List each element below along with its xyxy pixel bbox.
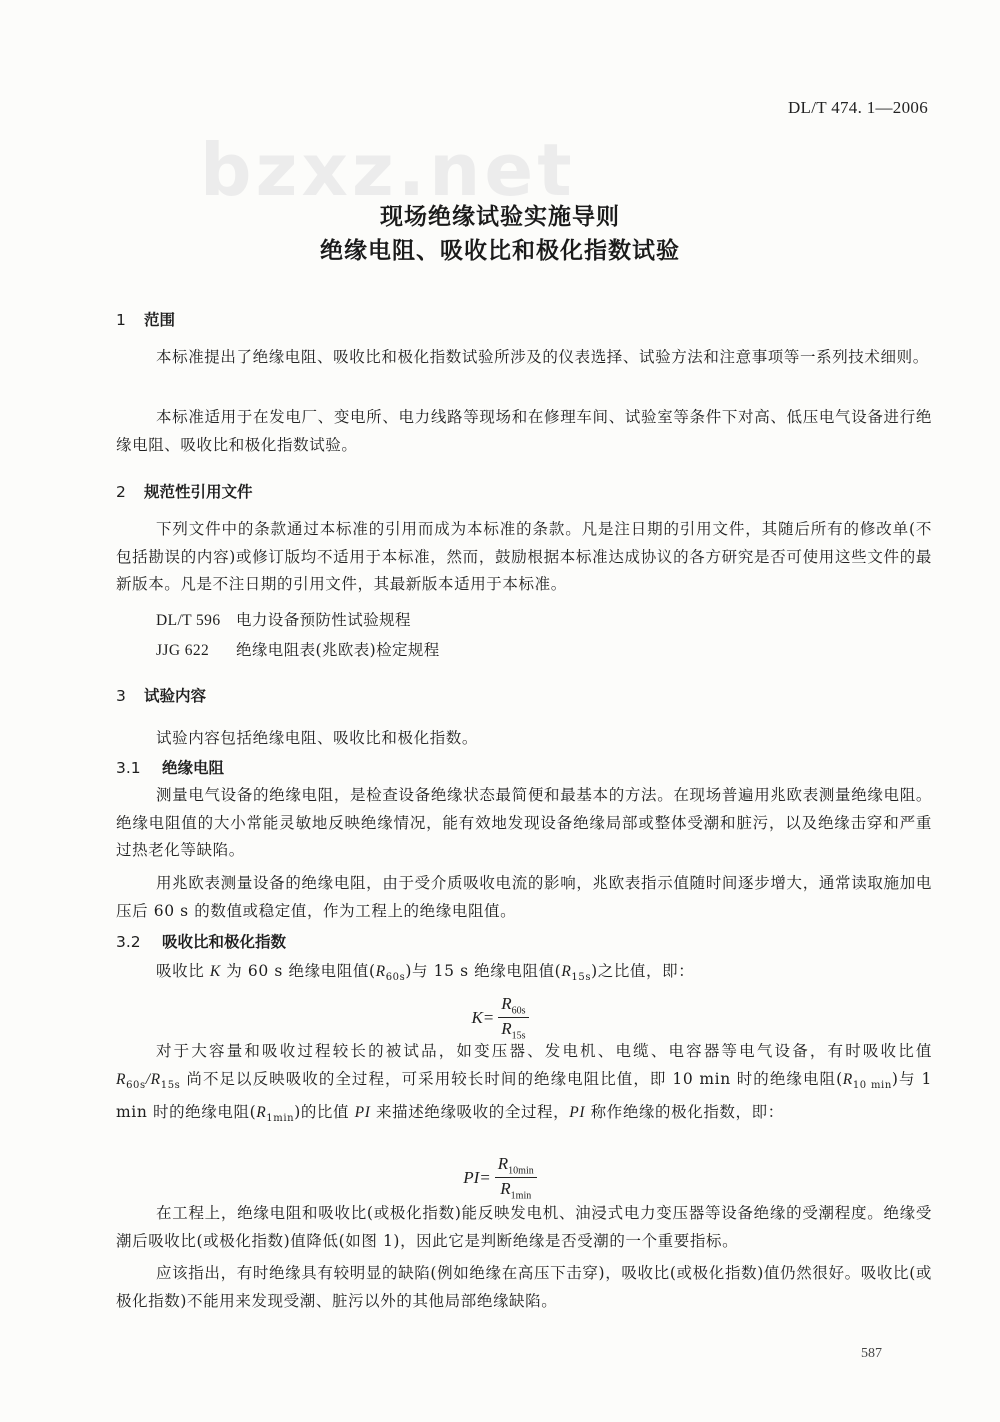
section-number: 2	[116, 483, 126, 501]
section-1-heading	[116, 308, 175, 330]
section-number: 3	[116, 687, 126, 705]
watermark: bzxz.net	[200, 128, 576, 212]
formula-lhs: K=	[471, 1007, 495, 1027]
fraction	[495, 1154, 537, 1202]
paragraph: 试验内容包括绝缘电阻、吸收比和极化指数。	[156, 729, 479, 747]
subsection-number: 3.1	[116, 759, 141, 777]
subsection-title: 绝缘电阻	[162, 759, 225, 777]
formula-polarization-index	[0, 1154, 1000, 1202]
section-number: 1	[116, 311, 126, 329]
fraction	[498, 994, 528, 1042]
subsection-title: 吸收比和极化指数	[162, 933, 287, 951]
paragraph: 用兆欧表测量设备的绝缘电阻，由于受介质吸收电流的影响，兆欧表指示值随时间逐步增大，通常读取施加电压后 60 s 的数值或稳定值，作为工程上的绝缘电阻值。	[116, 874, 932, 920]
subsection-3-2-heading	[116, 930, 286, 952]
reference-item	[156, 638, 440, 660]
reference-item	[156, 608, 411, 630]
numerator: $R_{10min}$	[495, 1154, 537, 1178]
paragraph: 应该指出，有时绝缘具有较明显的缺陷(例如绝缘在高压下击穿)，吸收比(或极化指数)值仍然很好。吸收比(或极化指数)不能用来发现受潮、脏污以外的其他局部绝缘缺陷。	[116, 1264, 932, 1310]
formula-absorption-ratio	[0, 994, 1000, 1042]
paragraph: 对于大容量和吸收过程较长的被试品，如变压器、发电机、电缆、电容器等电气设备，有时吸收比值 $R_{60s}/R_{15s}$ 尚不足以反映吸收的全过程，可采用较长时间的绝缘电阻比值，即 10 min 时的绝缘电阻$(R_{10 min})$与 1 min 时的绝缘电阻$(R_{1min})$的比值 PI 来描述绝缘吸收的全过程，PI 称作绝缘的极化指数，即：	[116, 1042, 933, 1125]
title-line-2: 绝缘电阻、吸收比和极化指数试验	[320, 238, 680, 264]
reference-title: 电力设备预防性试验规程	[236, 611, 411, 629]
section-title: 试验内容	[144, 687, 207, 705]
standard-code: DL/T 474. 1—2006	[787, 98, 928, 117]
subsection-number: 3.2	[116, 933, 141, 951]
title-line-1: 现场绝缘试验实施导则	[380, 204, 620, 230]
reference-code: DL/T 596	[156, 612, 221, 629]
section-title: 范围	[144, 311, 176, 329]
numerator: $R_{60s}$	[498, 994, 528, 1018]
symbol-k: K	[209, 963, 221, 980]
section-title: 规范性引用文件	[144, 483, 253, 501]
reference-code: JJG 622	[156, 642, 210, 659]
paragraph: 测量电气设备的绝缘电阻，是检查设备绝缘状态最简便和最基本的方法。在现场普遍用兆欧表测量绝缘电阻。绝缘电阻值的大小常能灵敏地反映绝缘情况，能有效地发现设备绝缘局部或整体受潮和脏污，以及绝缘击穿和严重过热老化等缺陷。	[116, 786, 932, 859]
denominator: $R_{1min}$	[500, 1179, 532, 1202]
denominator: $R_{15s}$	[501, 1019, 526, 1042]
paragraph: 本标准提出了绝缘电阻、吸收比和极化指数试验所涉及的仪表选择、试验方法和注意事项等一系列技术细则。	[156, 348, 929, 366]
section-3-heading	[116, 684, 206, 706]
section-2-heading	[116, 480, 253, 502]
paragraph: 下列文件中的条款通过本标准的引用而成为本标准的条款。凡是注日期的引用文件，其随后所有的修改单(不包括勘误的内容)或修订版均不适用于本标准，然而，鼓励根据本标准达成协议的各方研究是否可使用这些文件的最新版本。凡是不注日期的引用文件，其最新版本适用于本标准。	[116, 520, 932, 593]
reference-title: 绝缘电阻表(兆欧表)检定规程	[236, 641, 440, 659]
formula-lhs: PI=	[463, 1167, 491, 1187]
paragraph: 本标准适用于在发电厂、变电所、电力线路等现场和在修理车间、试验室等条件下对高、低压电气设备进行绝缘电阻、吸收比和极化指数试验。	[116, 408, 932, 454]
page-number: 587	[861, 1346, 882, 1361]
subsection-3-1-heading	[116, 756, 224, 778]
paragraph: 吸收比 K 为 60 s 绝缘电阻值$(R_{60s})$与 15 s 绝缘电阻值$(R_{15s})$之比值，即：	[156, 962, 695, 984]
paragraph: 在工程上，绝缘电阻和吸收比(或极化指数)能反映发电机、油浸式电力变压器等设备绝缘的受潮程度。绝缘受潮后吸收比(或极化指数)值降低(如图 1)，因此它是判断绝缘是否受潮的一个重要指标。	[116, 1204, 932, 1250]
